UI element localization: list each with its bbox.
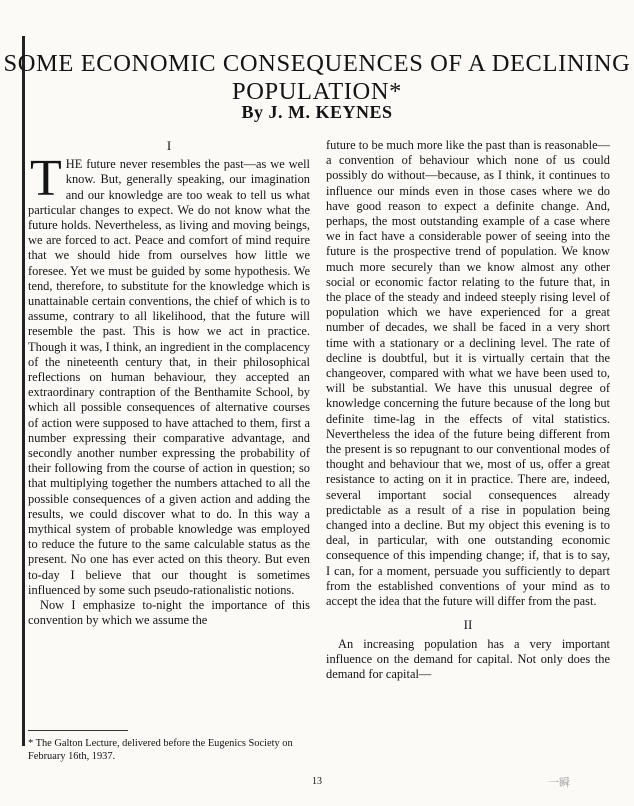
right-column xyxy=(326,138,610,682)
article-title: SOME ECONOMIC CONSEQUENCES OF A DECLINING POPULATION* xyxy=(3,50,631,106)
left-paragraph-1-text: HE future never resembles the past—as we well know. But, generally speaking, our imagination and our knowledge are too weak to tell us what particular changes to expect. We do not know what the future holds. Nevertheless, as living and moving beings, we are forced to act. Peace and comfort of mind require that we should hide from ourselves how little we foresee. Yet we must be guided by some hypothesis. We tend, therefore, to substitute for the knowledge which is unattainable certain conventions, the chief of which is to assume, contrary to all likelihood, that the future will resemble the past. This is how we act in practice. Though it was, I think, an ingredient in the complacency of the nineteenth century that, in their philosophical reflections on human behaviour, they accepted an extraordinary contraption of the Benthamite School, by which all possible consequences of alternative courses of action were supposed to have attached to them, first a number expressing their comparative advantage, and secondly another number expressing the probability of their following from the course of action in question; so that multiplying together the numbers attached to all the possible consequences of a given action and adding the results, we could discover what to do. In this way a mythical system of probable knowledge was employed to reduce the future to the same calculable status as the present. No one has ever acted on this theory. But even to-day I believe that our thought is sometimes influenced by some such pseudo-rationalistic notions. xyxy=(28,157,310,597)
left-margin-rule xyxy=(22,36,25,746)
section-number-2: II xyxy=(463,617,473,633)
right-paragraph-1: future to be much more like the past than is reasonable—a convention of behaviour which none of us could possibly do without—because, as I think, it continues to influence our minds even in those cases where we do have good reason to expect a definite change. And, perhaps, the most outstanding example of a case where we in fact have a considerable power of seeing into the future is the prospective trend of population. We know much more securely than we know almost any other social or economic factor relating to the future that, in the place of the steady and indeed steeply rising level of population which we have experienced for a great number of decades, we shall be faced in a very short time with a stationary or a declining level. The rate of decline is doubtful, but it is virtually certain that the changeover, compared with what we have been used to, will be substantial. We have this unusual degree of knowledge concerning the future because of the long but definite time-lag in the effects of vital statistics. Nevertheless the idea of the future being different from the present is so repugnant to our conventional modes of thought and behaviour that we, most of us, offer a great resistance to acting on it in practice. There are, indeed, several important social consequences already predictable as a result of a rise in population being changed into a decline. But my object this evening is to deal, in particular, with one outstanding economic consequence of this impending change; if, that is to say, I can, for a moment, persuade you sufficiently to depart from the established conventions of your mind as to accept the idea that the future will differ from the past. xyxy=(326,138,610,609)
footnote: * The Galton Lecture, delivered before the Eugenics Society on February 16th, 1937. xyxy=(28,738,293,762)
watermark: 一瞬 xyxy=(548,776,570,789)
left-paragraph-2: Now I emphasize to-night the importance of this convention by which we assume the xyxy=(28,598,310,628)
left-paragraph-1 xyxy=(28,150,310,598)
article-byline: By J. M. KEYNES xyxy=(241,102,393,122)
page-number: 13 xyxy=(312,776,322,787)
section-number-1: I xyxy=(166,138,172,153)
drop-cap: T xyxy=(30,150,62,208)
footnote-rule xyxy=(28,730,128,731)
left-column xyxy=(28,138,310,629)
right-paragraph-2: An increasing population has a very important influence on the demand for capital. Not only does the demand for capital— xyxy=(326,636,610,681)
